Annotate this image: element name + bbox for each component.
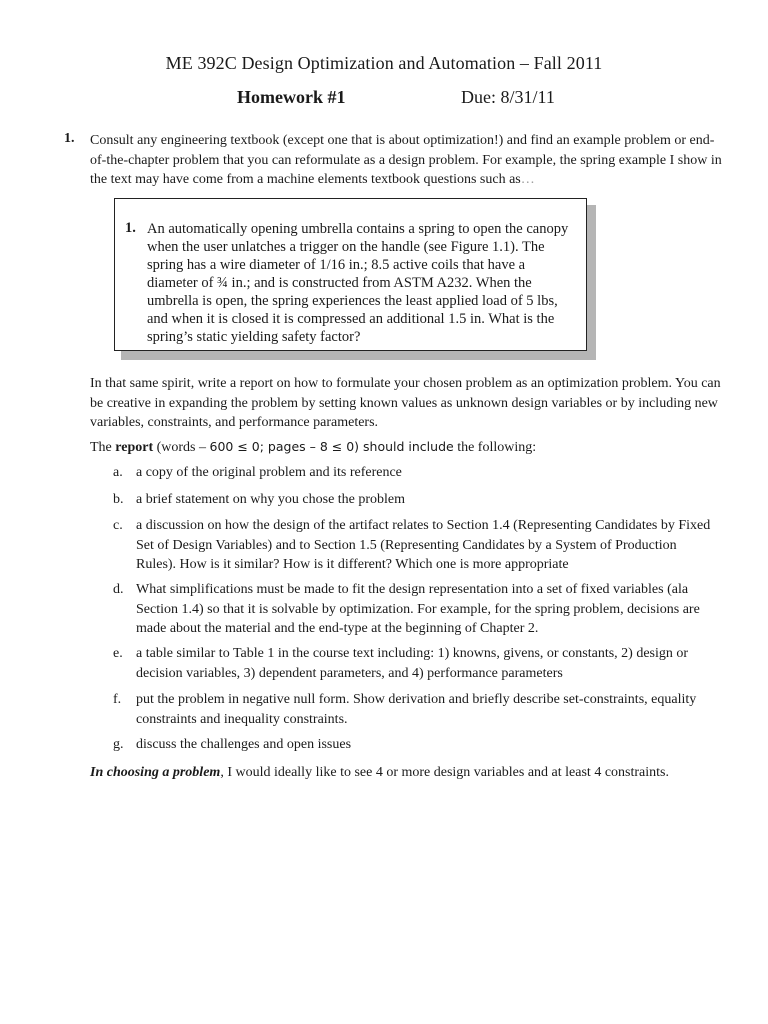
report-middle: (words – <box>153 440 210 455</box>
homework-title: Homework #1 <box>237 87 346 107</box>
report-requirements <box>90 437 726 458</box>
example-text: An automatically opening umbrella contains a spring to open the canopy when the user unlatches a trigger on the handle (see Figure 1.1). The spring has a wire diameter of 1/16 in.; 8.5 active coils that have a diameter of ¾ in.; and is constructed from ASTM A232. When the umbrella is open, the spring experiences the least applied load of 5 lbs, and when it is closed it is compressed an additional 1.5 in. What is the spring’s static yielding safety factor? <box>147 221 569 345</box>
list-item-letter: c. <box>113 518 123 533</box>
report-math: 600 ≤ 0; pages – 8 ≤ 0) should include <box>209 439 454 454</box>
list-item-text: put the problem in negative null form. Show derivation and briefly describe set-constraints, equality constraints and inequality constraints. <box>136 692 697 727</box>
example-number: 1. <box>125 220 136 236</box>
list-item-letter: d. <box>113 582 124 597</box>
list-item-letter: e. <box>113 646 123 661</box>
closing-text: , I would ideally like to see 4 or more design variables and at least 4 constraints. <box>220 765 669 780</box>
course-title: ME 392C Design Optimization and Automation – Fall 2011 <box>165 53 603 73</box>
list-item-letter: f. <box>113 692 122 707</box>
question-ellipsis: … <box>520 172 535 187</box>
report-bold: report <box>115 440 154 455</box>
list-item-text: a copy of the original problem and its reference <box>136 465 402 480</box>
list-item-text: discuss the challenges and open issues <box>136 737 352 752</box>
question-number: 1. <box>64 131 75 146</box>
list-item-text: a discussion on how the design of the artifact relates to Section 1.4 (Representing Candidates by Fixed Set of Design Variables) and to Section 1.5 (Representing Candidates by a System of Production Rules). How is it similar? How is it different? Which one is more appropriate <box>136 518 711 572</box>
spirit-paragraph: In that same spirit, write a report on how to formulate your chosen problem as an optimization problem. You can be creative in expanding the problem by setting known values as unknown design variables or by including new variables, constraints, and performance parameters. <box>90 376 721 430</box>
question-text <box>90 131 725 190</box>
list-item-text: a table similar to Table 1 in the course text including: 1) knowns, givens, or constants, 2) design or decision variables, 3) dependent parameters, and 4) performance parameters <box>136 646 689 681</box>
list-item-text: a brief statement on why you chose the problem <box>136 492 406 507</box>
closing-paragraph <box>90 763 726 783</box>
example-problem-box <box>114 198 587 351</box>
list-item-letter: b. <box>113 492 124 507</box>
report-prefix: The <box>90 440 116 455</box>
due-date: Due: 8/31/11 <box>461 87 555 107</box>
closing-emphasis: In choosing a problem <box>90 765 221 780</box>
list-item-text: What simplifications must be made to fit the design representation into a set of fixed variables (ala Section 1.4) so that it is solvable by optimization. For example, for the spring problem, decisions are made about the material and the end-type at the beginning of Chapter 2. <box>136 582 700 636</box>
list-item-letter: a. <box>113 465 123 480</box>
list-item-letter: g. <box>113 737 124 752</box>
report-suffix: the following: <box>453 440 537 455</box>
question-body: Consult any engineering textbook (except one that is about optimization!) and find an example problem or end-of-the-chapter problem that you can reformulate as a design problem. For example, the spring example I show in the text may have come from a machine elements textbook questions such as <box>90 133 722 187</box>
